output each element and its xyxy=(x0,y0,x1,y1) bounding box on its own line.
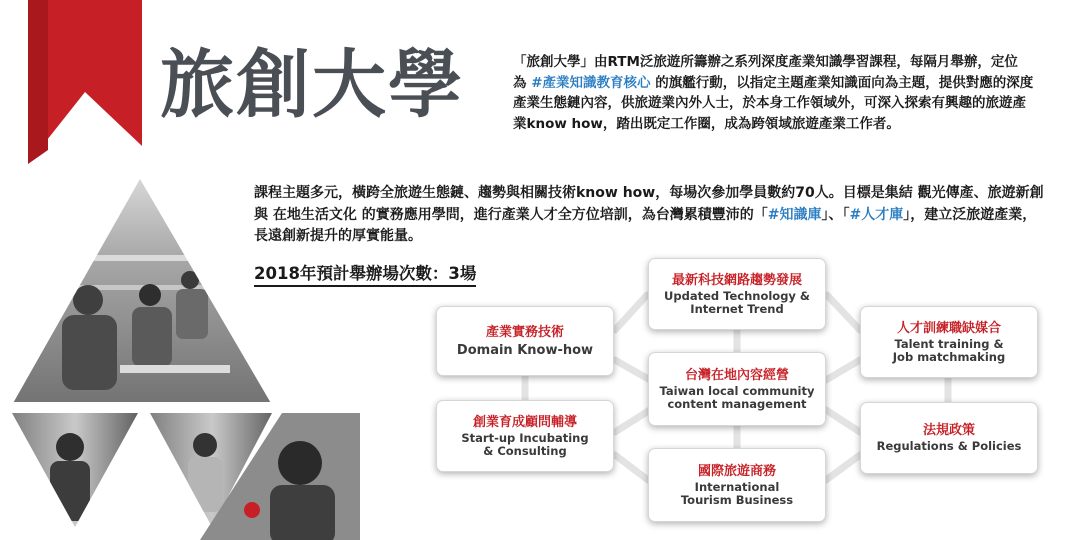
topic-title: 產業實務技術 xyxy=(485,324,564,340)
topic-subtitle: Domain Know-how xyxy=(456,342,594,358)
topic-title: 最新科技網路趨勢發展 xyxy=(671,272,802,288)
link-center-lowerright xyxy=(826,410,860,432)
topic-subtitle: Talent training & Job matchmaking xyxy=(892,336,1006,364)
topic-subtitle: Taiwan local community content management xyxy=(659,383,815,411)
intro-text-2: 的旗艦行動，以指定主題產業知識面向為主題，提供對應的深度產業生態鏈內容，供旅遊業內外人士，於本身工作領域外，可深入探索有興趣的旅遊產業know how，踏出既定工作圈，成為跨領域旅遊產業工作者。 xyxy=(513,74,1034,132)
page-title: 旅創大學 xyxy=(160,42,464,128)
topic-subtitle: Updated Technology & Internet Trend xyxy=(664,288,810,316)
description-text-1: 課程主題多元，橫跨全旅遊生態鏈、趨勢與相關技術know how，每場次參加學員數約70人。目標是集結 觀光傳產、旅遊新創 與 在地生活文化 的實務應用學問，進行產業人才全方位培訓，為台灣累積豐沛的「 xyxy=(254,185,1044,223)
topic-node-startup xyxy=(436,400,614,472)
topic-subtitle: Regulations & Policies xyxy=(876,439,1022,454)
topic-node-international xyxy=(648,448,826,522)
link-lowerleft-center xyxy=(615,410,650,432)
topic-title: 創業育成顧問輔導 xyxy=(472,414,577,430)
topic-title: 國際旅遊商務 xyxy=(697,463,776,479)
link-lowerleft-bottom xyxy=(615,455,648,480)
link-top-upperright xyxy=(827,295,860,330)
description-text-2: 」，建立泛旅遊產業，長遠創新提升的厚實能量。 xyxy=(254,206,1037,244)
link-center-upperright xyxy=(826,360,860,380)
link-top-upperleft xyxy=(615,295,647,330)
link-upperleft-center xyxy=(615,360,650,380)
talent-pool-tag: #人才庫 xyxy=(849,206,904,223)
topic-node-talent xyxy=(860,306,1038,378)
topic-subtitle: Start-up Incubating & Consulting xyxy=(461,430,589,458)
topic-title: 人才訓練職缺媒合 xyxy=(896,320,1001,336)
topic-node-domain-knowhow xyxy=(436,306,614,376)
intro-highlight: #產業知識教育核心 xyxy=(531,74,651,91)
knowledge-base-tag: #知識庫 xyxy=(767,206,822,223)
description-text-mid: 」、「 xyxy=(821,206,850,223)
intro-text-1: 「旅創大學」由RTM泛旅遊所籌辦之系列深度產業知識學習課程，每隔月舉辦，定位為 xyxy=(513,54,1018,91)
topic-title: 台灣在地內容經營 xyxy=(684,367,789,383)
schedule-count: 2018年預計舉辦場次數：3場 xyxy=(254,260,476,287)
topic-node-technology xyxy=(648,258,826,330)
topic-title: 法規政策 xyxy=(922,423,975,439)
link-bottom-lowerright xyxy=(826,455,860,480)
topic-node-regulations xyxy=(860,402,1038,474)
topic-node-local-content xyxy=(648,352,826,426)
topic-subtitle: International Tourism Business xyxy=(680,479,794,507)
